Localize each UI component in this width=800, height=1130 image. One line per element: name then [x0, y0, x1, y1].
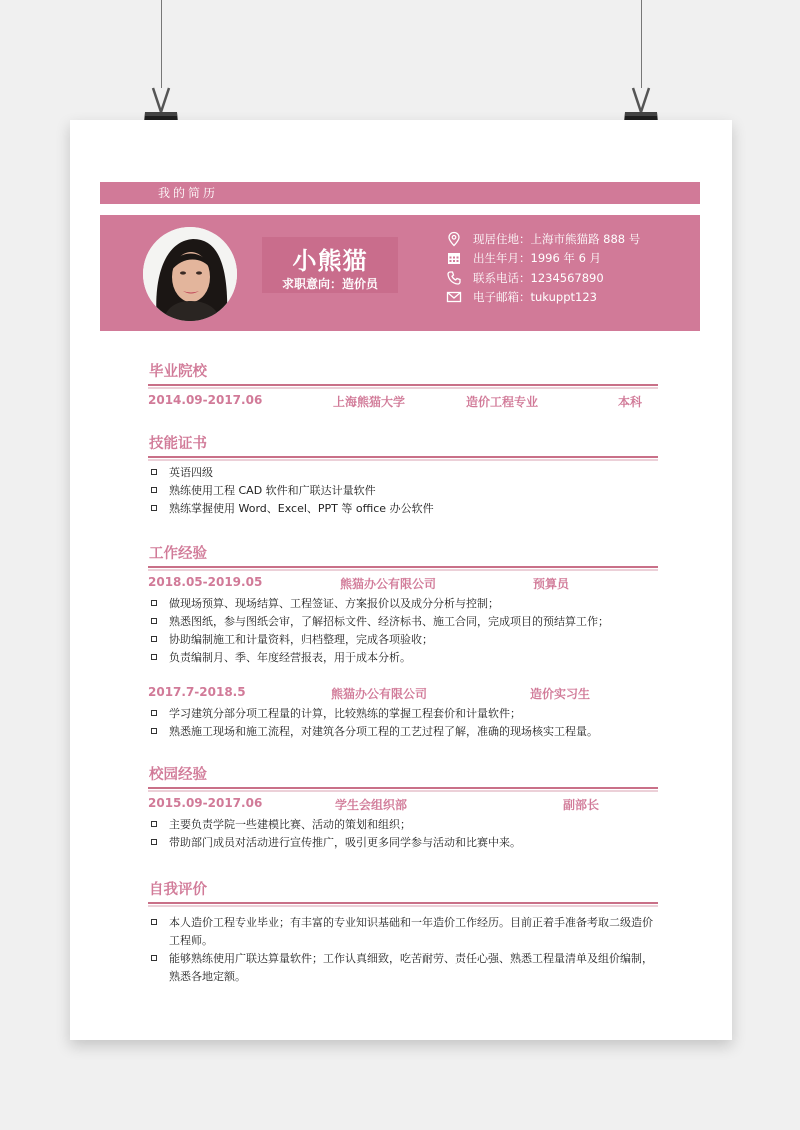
contact-email: 电子邮箱：tukuppt123	[446, 288, 640, 308]
resume-paper	[70, 120, 732, 1040]
campus-period: 2015.09-2017.06	[148, 796, 263, 810]
avatar	[143, 227, 237, 321]
list-item: 做现场预算、现场结算、工程签证、方案报价以及成分分析与控制；	[148, 595, 658, 613]
email-icon	[446, 289, 462, 305]
section-divider	[148, 566, 658, 572]
education-section	[148, 362, 658, 411]
campus-organization: 学生会组织部	[335, 798, 408, 812]
education-school: 上海熊猫大学	[333, 395, 406, 409]
list-item: 英语四级	[148, 464, 658, 482]
location-icon	[446, 231, 462, 247]
section-title-campus: 校园经验	[149, 767, 207, 783]
work-position: 预算员	[533, 577, 570, 591]
education-entry	[148, 393, 658, 411]
list-item: 主要负责学院一些建模比赛、活动的策划和组织；	[148, 816, 658, 834]
profile-header	[100, 215, 700, 331]
resume-top-title: 我的简历	[158, 186, 219, 200]
section-title-work: 工作经验	[149, 546, 207, 562]
self-evaluation-section	[148, 880, 658, 986]
work-period: 2018.05-2019.05	[148, 575, 263, 589]
section-divider	[148, 787, 658, 793]
work-entry	[148, 685, 658, 703]
candidate-name: 小熊猫	[292, 247, 368, 275]
list-item: 负责编制月、季、年度经营报表，用于成本分析。	[148, 649, 658, 667]
portrait-photo	[143, 227, 237, 321]
section-divider	[148, 456, 658, 462]
campus-duties-list	[148, 816, 658, 852]
section-title-self-evaluation: 自我评价	[149, 882, 207, 898]
contact-list	[446, 229, 640, 307]
education-period: 2014.09-2017.06	[148, 393, 263, 407]
work-position: 造价实习生	[530, 687, 591, 701]
contact-phone: 联系电话：1234567890	[446, 268, 640, 288]
section-divider	[148, 384, 658, 390]
list-item: 带助部门成员对活动进行宣传推广，吸引更多同学参与活动和比赛中来。	[148, 834, 658, 852]
work-duties-list	[148, 705, 658, 741]
campus-section	[148, 765, 658, 852]
work-period: 2017.7-2018.5	[148, 685, 246, 699]
campus-entry	[148, 796, 658, 814]
calendar-icon	[446, 250, 462, 266]
contact-address: 现居住地：上海市熊猫路 888 号	[446, 229, 640, 249]
list-item: 学习建筑分部分项工程量的计算，比较熟练的掌握工程套价和计量软件；	[148, 705, 658, 723]
phone-icon	[446, 270, 462, 286]
section-title-skills: 技能证书	[149, 436, 207, 452]
work-duties-list	[148, 595, 658, 667]
section-title-education: 毕业院校	[149, 364, 207, 380]
skills-section	[148, 434, 658, 518]
list-item: 熟悉图纸，参与图纸会审，了解招标文件、经济标书、施工合同，完成项目的预结算工作；	[148, 613, 658, 631]
education-major: 造价工程专业	[466, 395, 539, 409]
list-item: 熟悉施工现场和施工流程，对建筑各分项工程的工艺过程了解，准确的现场核实工程量。	[148, 723, 658, 741]
list-item: 协助编制施工和计量资料，归档整理，完成各项验收；	[148, 631, 658, 649]
self-evaluation-list	[148, 914, 658, 986]
work-section	[148, 544, 658, 741]
list-item: 熟练掌握使用 Word、Excel、PPT 等 office 办公软件	[148, 500, 658, 518]
list-item: 熟练使用工程 CAD 软件和广联达计量软件	[148, 482, 658, 500]
work-company: 熊猫办公有限公司	[331, 687, 428, 701]
list-item: 能够熟练使用广联达算量软件；工作认真细致，吃苦耐劳、责任心强、熟悉工程量清单及组价编制，熟悉各地定额。	[148, 950, 658, 986]
skills-list	[148, 464, 658, 518]
contact-birth: 出生年月：1996 年 6 月	[446, 249, 640, 269]
work-entry	[148, 575, 658, 593]
campus-position: 副部长	[563, 798, 600, 812]
work-company: 熊猫办公有限公司	[340, 577, 437, 591]
section-divider	[148, 902, 658, 908]
job-intention: 求职意向：造价员	[281, 277, 378, 291]
list-item: 本人造价工程专业毕业；有丰富的专业知识基础和一年造价工作经历。目前正着手准备考取二级造价工程师。	[148, 914, 658, 950]
resume-top-bar	[100, 182, 700, 204]
education-degree: 本科	[618, 395, 643, 409]
